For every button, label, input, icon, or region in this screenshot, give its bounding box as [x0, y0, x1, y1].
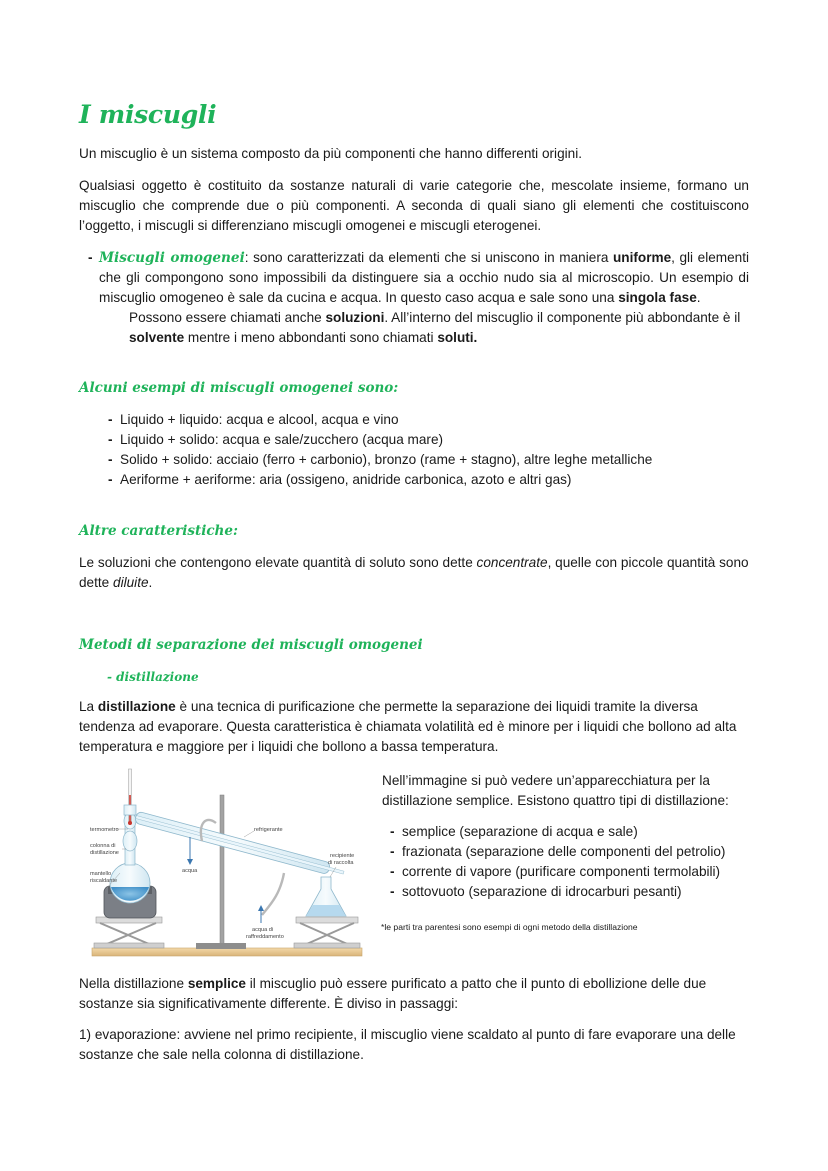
intro-paragraph: Un miscuglio è un sistema composto da più componenti che hanno differenti origini. [79, 146, 583, 161]
metodi-heading: Metodi di separazione dei miscugli omogenei [79, 637, 423, 653]
omogenei-text-3: . [696, 290, 701, 305]
page-title: I miscugli [79, 100, 217, 129]
soluzioni-text-1: Possono essere chiamati anche [129, 310, 326, 325]
soluti-bold: soluti. [437, 330, 478, 345]
semplice-text-2: il miscuglio può essere purificato a patto che il punto di ebollizione delle due sostanze sia significativamente differente. È diviso in passaggi: [79, 976, 707, 1011]
altre-heading: Altre caratteristiche: [79, 523, 238, 539]
label-colonna-1: colonna di [90, 843, 116, 849]
list-item: - corrente di vapore (purificare componenti termolabili) [390, 862, 725, 882]
omogenei-term: Miscugli omogenei [99, 250, 245, 266]
bullet-dash: - [88, 250, 93, 265]
altre-paragraph [79, 553, 749, 593]
concentrate-italic: concentrate [476, 555, 548, 570]
diluite-italic: diluite [113, 575, 149, 590]
semplice-bold: semplice [187, 976, 246, 991]
list-item: - Aeriforme + aeriforme: aria (ossigeno, anidride carbonica, azoto e altri gas) [108, 470, 652, 490]
label-raffreddamento-2: raffreddamento [246, 934, 284, 940]
list-item: - Solido + solido: acciaio (ferro + carbonio), bronzo (rame + stagno), altre leghe metalliche [108, 450, 652, 470]
examples-list [108, 410, 652, 490]
step-1-paragraph: 1) evaporazione: avviene nel primo recipiente, il miscuglio viene scaldato al punto di fare evaporare una delle sostanze che sale nella colonna di distillazione. [79, 1027, 736, 1062]
distillazione-bold: distillazione [97, 699, 176, 714]
list-item: - semplice (separazione di acqua e sale) [390, 822, 725, 842]
label-mantello-1: mantello [90, 871, 112, 877]
distillation-apparatus-figure [84, 765, 366, 961]
label-refrigerante: refrigerante [254, 827, 283, 833]
omogenei-paragraph [88, 248, 750, 308]
distillazione-subheading: - distillazione [107, 670, 199, 684]
distillazione-text-2: è una tecnica di purificazione che permette la separazione dei liquidi tramite la diversa tendenza ad evaporare. Questa caratteristica è chiamata volatilità ed è minore per i liquidi che bollono ad alta temperatura e maggiore per i liquidi che bollono a bassa temperatura. [79, 699, 737, 754]
label-recipiente-2: di raccolta [328, 860, 354, 866]
omogenei-bold-fase: singola fase [618, 290, 697, 305]
label-termometro: termometro [90, 827, 119, 833]
support-stand [220, 795, 224, 945]
distillazione-paragraph [79, 697, 747, 757]
examples-heading: Alcuni esempi di miscugli omogenei sono: [79, 380, 399, 396]
omogenei-text-2: , gli elementi che gli compongono sono impossibili da distinguere sia a occhio nudo sia al microscopio. Un esempio di miscuglio omogeneo è sale da cucina e acqua. In questo caso acqua e sale sono una [99, 250, 750, 305]
soluzioni-text-3: mentre i meno abbondanti sono chiamati [184, 330, 438, 345]
apparatus-description: Nell’immagine si può vedere un’apparecchiatura per la distillazione semplice. Esistono quattro tipi di distillazione: [382, 773, 729, 808]
label-raffreddamento-1: acqua di [252, 927, 274, 933]
distillazione-text-1: La [79, 699, 98, 714]
list-item: - sottovuoto (separazione di idrocarburi pesanti) [390, 882, 725, 902]
label-recipiente-1: recipiente [330, 853, 355, 859]
omogenei-text-1: : sono caratterizzati da elementi che si uniscono in maniera [244, 250, 613, 265]
semplice-text-1: Nella distillazione [79, 976, 188, 991]
semplice-paragraph [79, 974, 747, 1014]
list-item: - Liquido + liquido: acqua e alcool, acqua e vino [108, 410, 652, 430]
altre-text-1: Le soluzioni che contengono elevate quantità di soluto sono dette [79, 555, 477, 570]
list-item: - Liquido + solido: acqua e sale/zucchero (acqua mare) [108, 430, 652, 450]
altre-text-2: , quelle con piccole quantità sono dette [79, 555, 749, 590]
composition-paragraph: Qualsiasi oggetto è costituito da sostanze naturali di varie categorie che, mescolate insieme, formano un miscuglio che comprende due o più componenti. A seconda di quali siano gli elementi che costituiscono l’oggetto, i miscugli si differenziano miscugli omogenei e miscugli eterogenei. [79, 178, 749, 233]
altre-text-3: . [148, 575, 153, 590]
label-colonna-2: distillazione [90, 850, 119, 856]
omogenei-bold-uniforme: uniforme [612, 250, 672, 265]
soluzioni-paragraph [129, 308, 751, 348]
soluzioni-bold: soluzioni [325, 310, 385, 325]
label-acqua: acqua [182, 868, 198, 874]
soluzioni-text-2: . All’interno del miscuglio il componente più abbondante è il [384, 310, 741, 325]
footnote: *le parti tra parentesi sono esempi di ogni metodo della distillazione [381, 922, 638, 932]
distillation-types-list [390, 822, 725, 902]
solvente-bold: solvente [129, 330, 185, 345]
list-item: - frazionata (separazione delle componenti del petrolio) [390, 842, 725, 862]
label-mantello-2: riscaldante [90, 878, 118, 884]
